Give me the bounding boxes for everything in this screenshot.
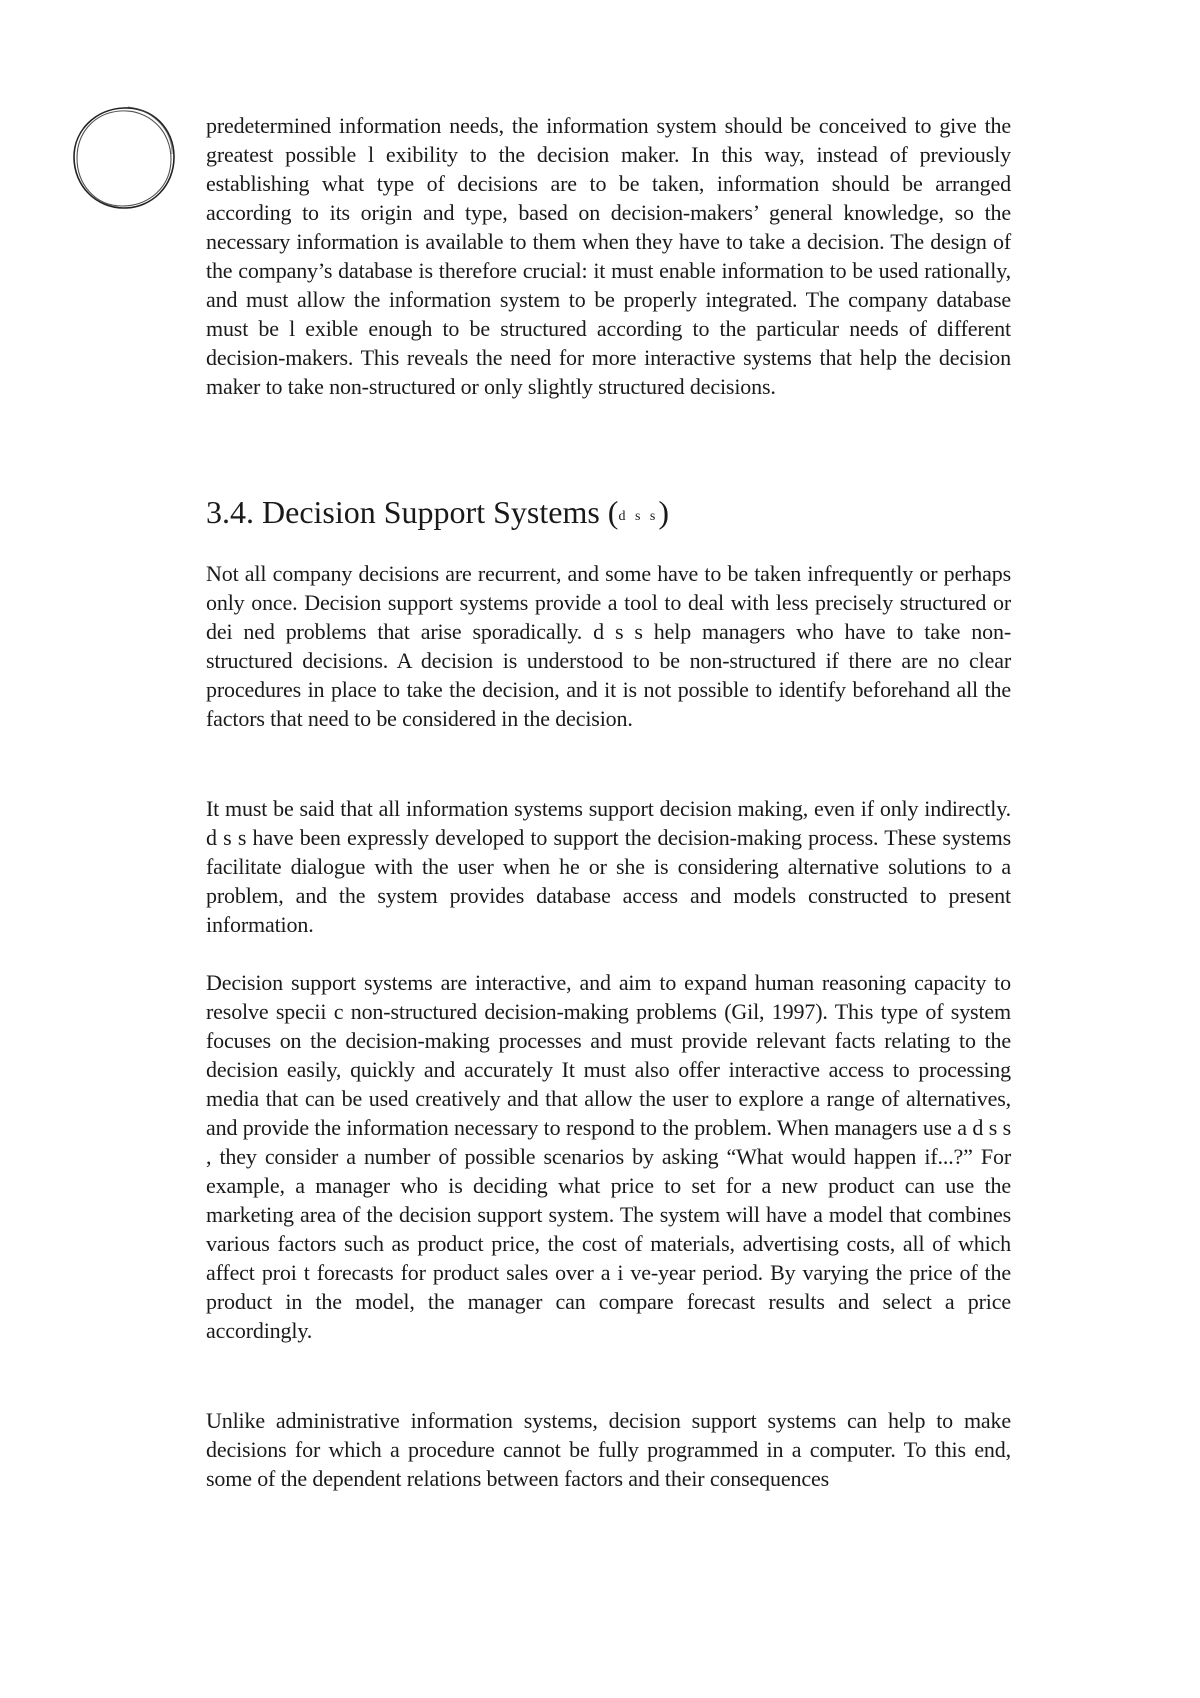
paragraph-text: It must be said that all information systems support decision making, even if only indirectly. d s s have been expressly developed to support the decision-making process. These systems facilitate dialogue with the user when he or she is considering alternative solutions to a problem, and the system provides database access and models constructed to present information. [206, 796, 1011, 937]
body-paragraph [206, 1406, 1011, 1493]
section-heading [206, 492, 1011, 537]
paragraph-text: Not all company decisions are recurrent, and some have to be taken infrequently or perhaps only once. Decision support systems provide a tool to deal with less precisely structured or dei ned problems that arise sporadically. d s s help managers who have to take non-structured decisions. A decision is understood to be non-structured if there are no clear procedures in place to take the decision, and it is not possible to identify beforehand all the factors that need to be considered in the decision. [206, 561, 1011, 731]
body-paragraph [206, 968, 1011, 1345]
body-paragraph [206, 559, 1011, 733]
section-heading-abbr: d s s [618, 509, 659, 524]
intro-paragraph [206, 111, 1011, 401]
section-heading-text: 3.4. Decision Support Systems ( [206, 494, 619, 530]
paragraph-text: Decision support systems are interactive, and aim to expand human reasoning capacity to resolve specii c non-structured decision-making problems (Gil, 1997). This type of system focuses on the decision-making processes and must provide relevant facts relating to the decision easily, quickly and accurately It must also offer interactive access to processing media that can be used creatively and that allow the user to explore a range of alternatives, and provide the information necessary to respond to the problem. When managers use a d s s , they consider a number of possible scenarios by asking “What would happen if...?” For example, a manager who is deciding what price to set for a new product can use the marketing area of the decision support system. The system will have a model that combines various factors such as product price, the cost of materials, advertising costs, all of which affect proi t forecasts for product sales over a i ve-year period. By varying the price of the product in the model, the manager can compare forecast results and select a price accordingly. [206, 970, 1011, 1343]
hand-drawn-circle-icon [70, 104, 178, 212]
paragraph-text: predetermined information needs, the information system should be conceived to give the greatest possible l exibility to the decision maker. In this way, instead of previously establishing what type of decisions are to be taken, information should be arranged according to its origin and type, based on decision-makers’ general knowledge, so the necessary information is available to them when they have to take a decision. The design of the company’s database is therefore crucial: it must enable information to be used rationally, and must allow the information system to be properly integrated. The company database must be l exible enough to be structured according to the particular needs of different decision-makers. This reveals the need for more interactive systems that help the decision maker to take non-structured or only slightly structured decisions. [206, 113, 1011, 399]
body-paragraph [206, 794, 1011, 939]
paragraph-text: Unlike administrative information systems, decision support systems can help to make decisions for which a procedure cannot be fully programmed in a computer. To this end, some of the dependent relations between factors and their consequences [206, 1408, 1011, 1491]
section-heading-close: ) [658, 494, 669, 530]
